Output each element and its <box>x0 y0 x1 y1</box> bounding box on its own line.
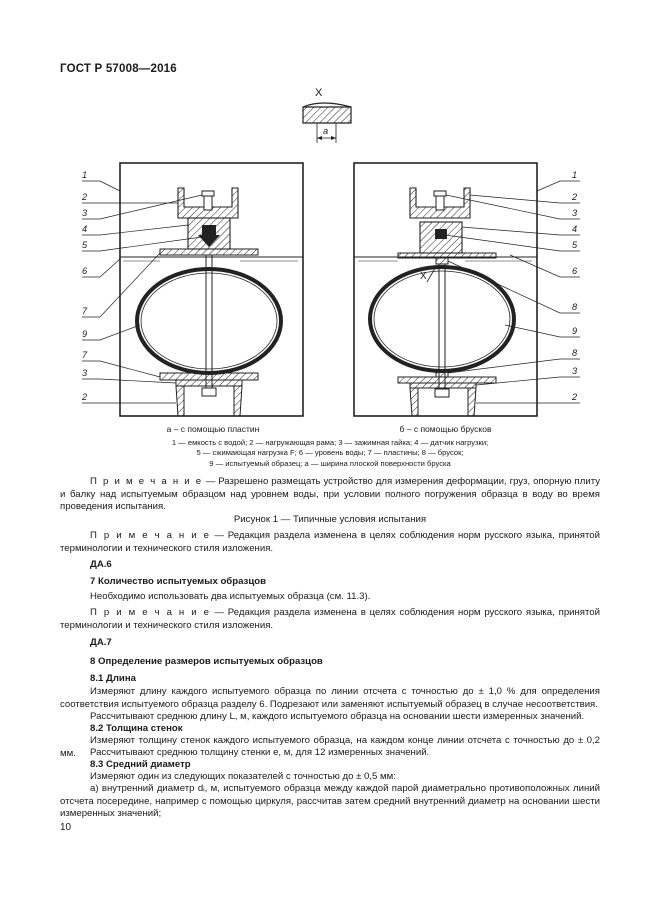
section-8-title: 8 Определение размеров испытуемых образцов <box>90 656 323 667</box>
left-caption: а – с помощью пластин <box>166 424 260 434</box>
callout-r9: 9 <box>572 326 578 336</box>
da6-heading: ДА.6 <box>90 559 112 570</box>
subsection-8-2-title: 8.2 Толщина стенок <box>90 723 183 734</box>
note-label: П р и м е ч а н и е <box>90 476 203 487</box>
note-2 <box>60 530 600 555</box>
note-text: — Редакция раздела изменена в целях соблюдения норм русского языка, принятой терминологии и технического стиля изложения. <box>60 607 600 631</box>
apparatus-left <box>120 163 303 416</box>
callout-3: 3 <box>82 208 88 218</box>
da7-heading: ДА.7 <box>90 637 112 648</box>
callout-7b: 7 <box>82 350 88 360</box>
callout-2: 2 <box>82 192 88 202</box>
callout-9: 9 <box>82 329 88 339</box>
subsection-8-1-title: 8.1 Длина <box>90 673 136 684</box>
subsection-8-2-para-1: Измеряют толщину стенок каждого испытуемого образца, на каждом конце линии отсчета с точностью до ± 0,2 мм. <box>60 735 600 759</box>
note-text: — Разрешено размещать устройство для измерения деформации, груз, опорную плиту и балку над испытуемым образцом над уровнем воды, при условии полного погружения образца в воду во время проведения испытания. <box>60 476 600 512</box>
x-mark-label: X <box>420 271 427 282</box>
subsection-8-3-title: 8.3 Средний диаметр <box>90 759 191 770</box>
callout-r2: 2 <box>572 192 578 202</box>
note-label: П р и м е ч а н и е <box>90 607 211 618</box>
section-7-title: 7 Количество испытуемых образцов <box>90 576 266 587</box>
callout-r8: 8 <box>572 302 578 312</box>
callout-2b: 2 <box>82 392 88 402</box>
legend-line: 5 — сжимающая нагрузка F; 6 — уровень воды; 7 — пластины; 8 — брусок; <box>196 448 464 458</box>
figure-test-setup <box>60 85 600 475</box>
subsection-8-1-para-1: Измеряют длину каждого испытуемого образца по линии отсчета с точностью до ± 1,0 % для определения соответствия испытуемого образца разделу 6. Подрезают или заменяют испытуемый образец в случае несоответствия. <box>60 686 600 710</box>
note-label: П р и м е ч а н и е <box>90 530 211 541</box>
callout-4: 4 <box>82 224 88 234</box>
figure-title: Рисунок 1 — Типичные условия испытания <box>233 514 427 525</box>
figure-legend <box>60 438 600 469</box>
subsection-8-1-para-2: Рассчитывают среднюю длину L, м, каждого испытуемого образца на основании шести измеренных значений. <box>90 711 585 722</box>
note-3 <box>60 607 600 632</box>
callout-r6: 6 <box>572 266 578 276</box>
section-7-text: Необходимо использовать два испытуемых образца (см. 11.3). <box>90 591 371 602</box>
callout-r5: 5 <box>572 240 578 250</box>
right-caption: б – с помощью брусков <box>399 424 492 434</box>
callout-3b: 3 <box>82 368 88 378</box>
callout-r2b: 2 <box>572 392 578 402</box>
legend-line: 1 — емкость с водой; 2 — нагружающая рама; 3 — зажимная гайка; 4 — датчик нагрузки; <box>171 438 489 447</box>
page-number: 10 <box>60 822 72 833</box>
callout-6: 6 <box>82 266 88 276</box>
callout-r4: 4 <box>572 224 578 234</box>
subsection-8-3-para-1: Измеряют один из следующих показателей с точностью до ± 0,5 мм: <box>90 771 396 782</box>
figure-drawing <box>60 85 600 475</box>
subsection-8-2-para-2: Рассчитывают среднюю толщину стенки e, м, для 12 измеренных значений. <box>90 747 430 758</box>
legend-line: 9 — испытуемый образец; a — ширина плоской поверхности бруска <box>209 458 451 468</box>
callout-r8b: 8 <box>572 348 578 358</box>
detail-a-label: a <box>323 126 329 136</box>
note-text: — Редакция раздела изменена в целях соблюдения норм русского языка, принятой терминологии и технического стиля изложения. <box>60 530 600 554</box>
document-header: ГОСТ Р 57008—2016 <box>60 63 177 75</box>
callout-r3b: 3 <box>572 366 578 376</box>
callout-r3: 3 <box>572 208 578 218</box>
callout-5: 5 <box>82 240 88 250</box>
callout-7: 7 <box>82 306 88 316</box>
callout-r1: 1 <box>572 170 578 180</box>
note-1 <box>60 476 600 514</box>
subsection-8-3-para-2: а) внутренний диаметр dᵢ, м, испытуемого образца между каждой парой диаметрально противоположных линий отсчета посередине, например с помощью циркуля, рассчитав затем средний внутренний диаметр на основании шести измеренных значений; <box>60 783 600 819</box>
detail-x-label: X <box>315 87 323 99</box>
callout-1: 1 <box>82 170 88 180</box>
